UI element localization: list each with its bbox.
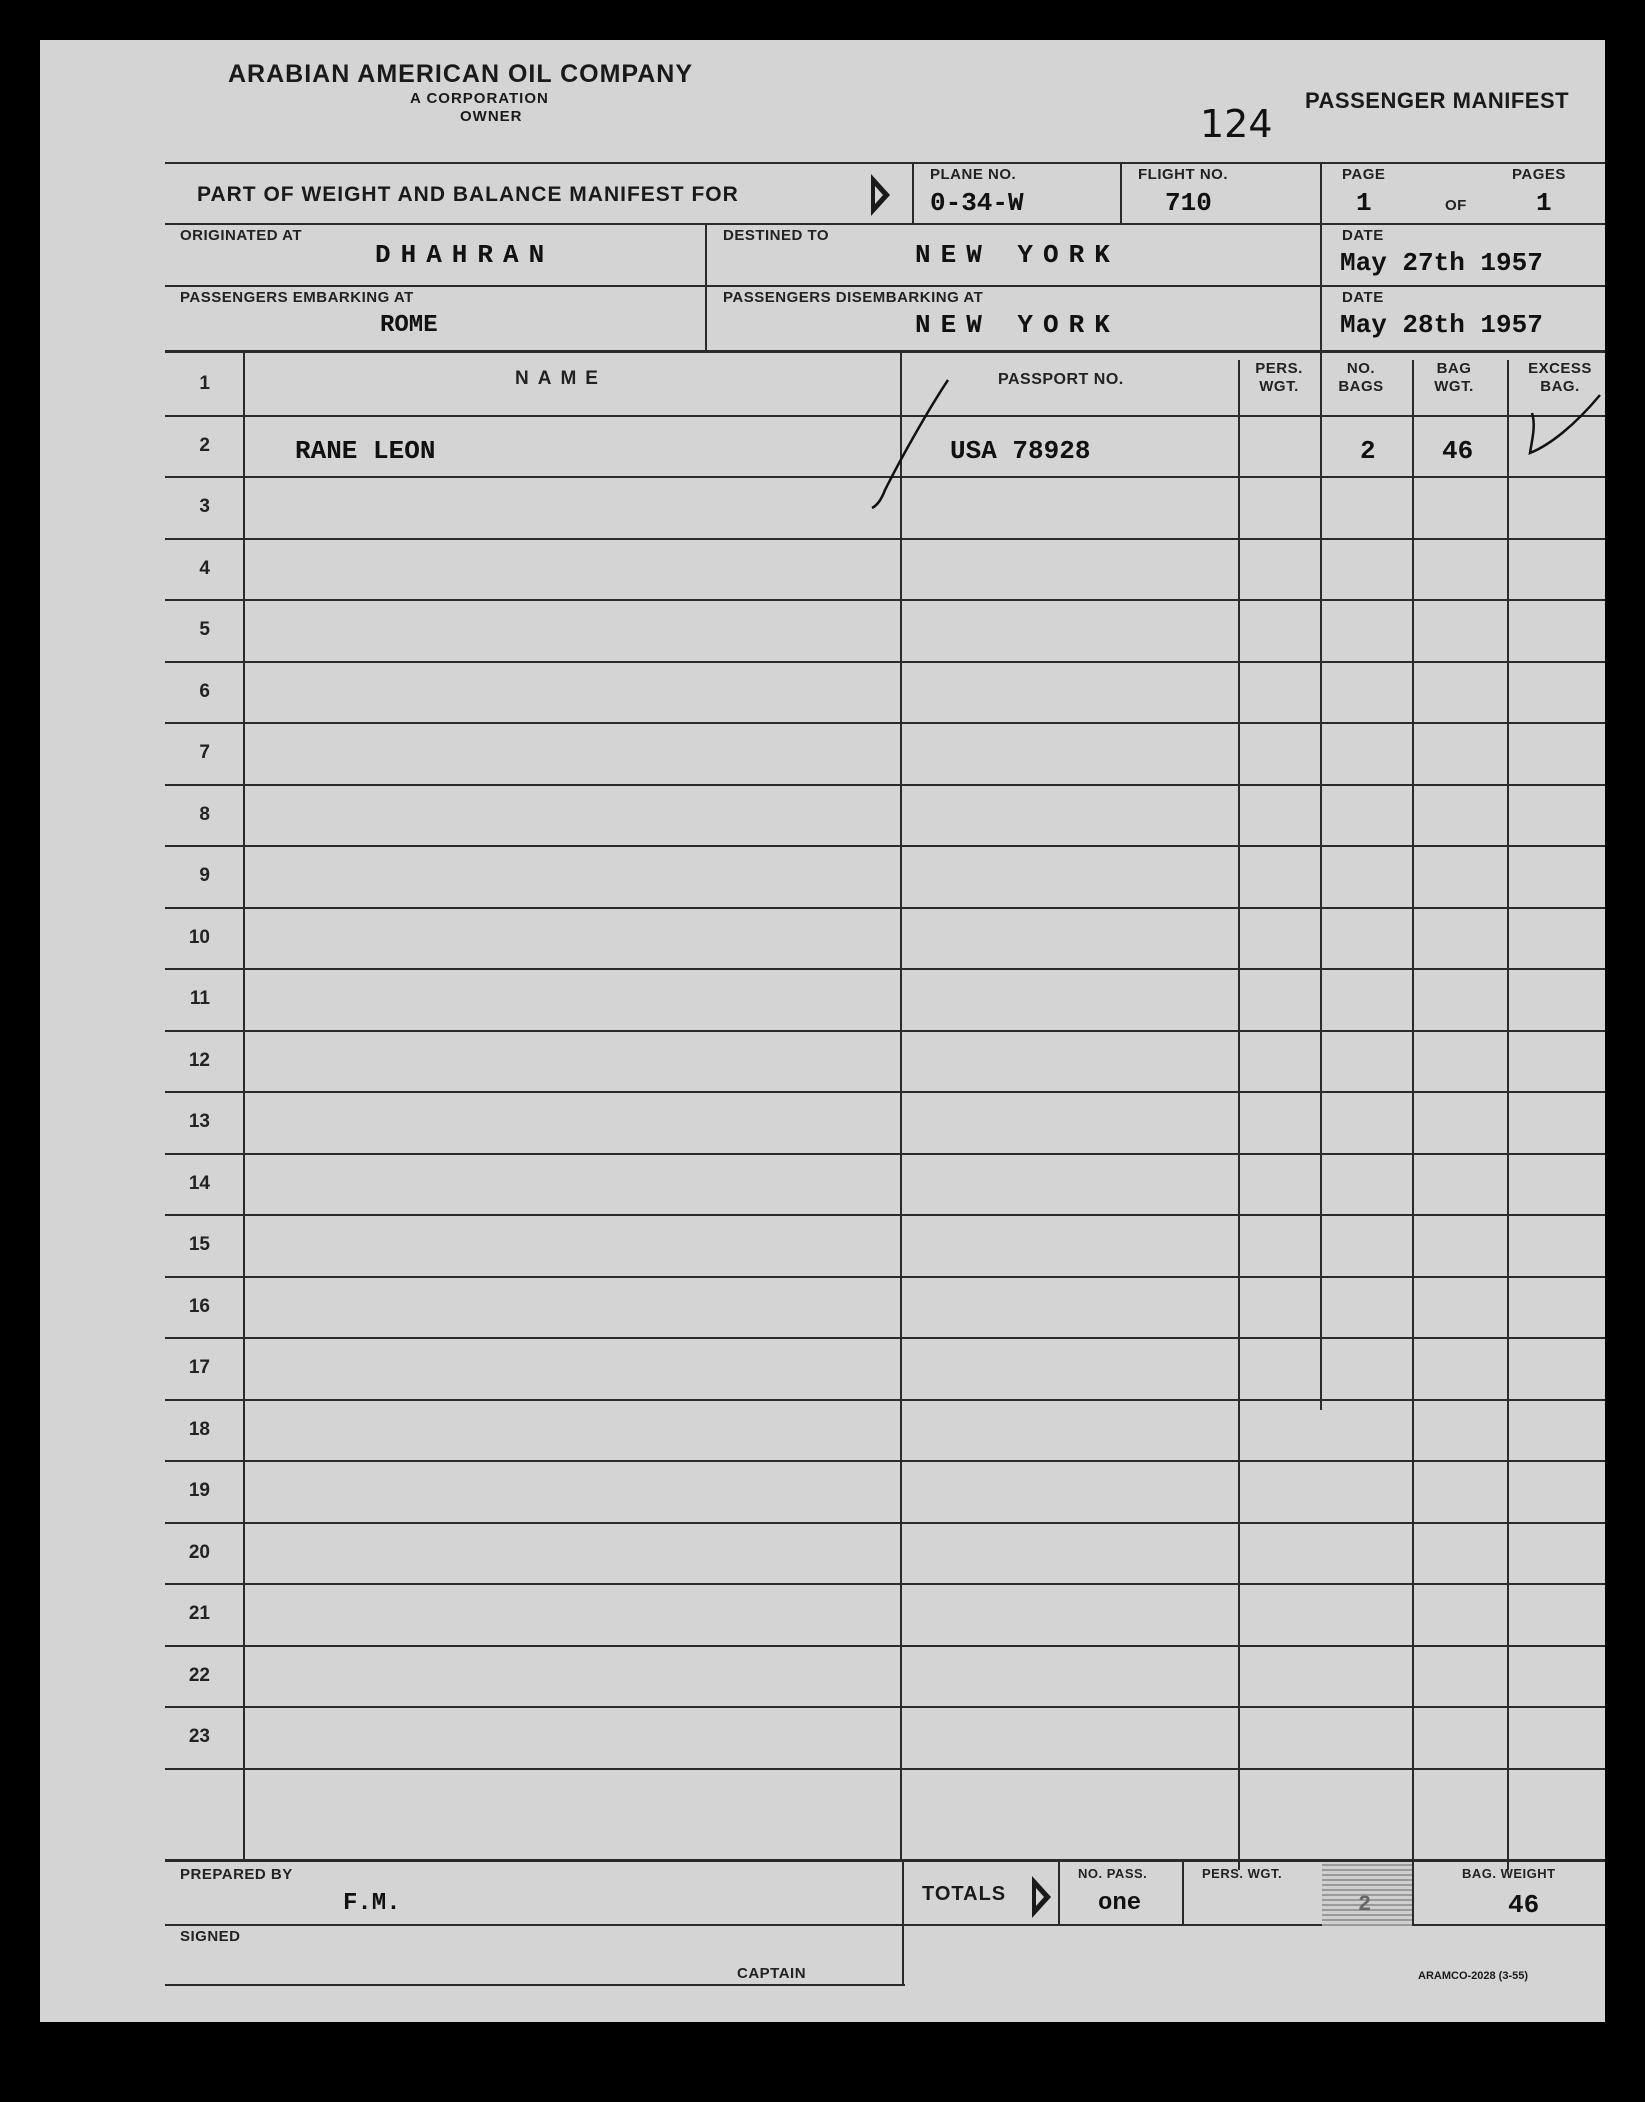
divider	[1058, 1862, 1060, 1926]
total-passengers-label: NO. PASS.	[1078, 1866, 1148, 1881]
destined-to-label: DESTINED TO	[723, 227, 830, 244]
table-row-line	[165, 1460, 1605, 1462]
company-name: ARABIAN AMERICAN OIL COMPANY	[228, 60, 694, 88]
disembarking-at-label: PASSENGERS DISEMBARKING AT	[723, 289, 984, 306]
table-row-number: 21	[188, 1603, 210, 1624]
originated-at-label: ORIGINATED AT	[180, 227, 303, 244]
table-row-number: 11	[189, 988, 210, 1009]
bag-weight: 46	[1442, 436, 1474, 466]
disembarking-at-value: NEW YORK	[915, 310, 1120, 340]
table-row-line	[165, 599, 1605, 601]
divider	[912, 162, 914, 224]
flight-no-value: 710	[1165, 188, 1212, 218]
date-value-2: May 28th 1957	[1340, 310, 1543, 340]
table-row-line	[165, 1645, 1605, 1647]
table-row-number: 23	[188, 1726, 210, 1747]
divider	[243, 350, 245, 1860]
col-header-excess-bag: EXCESS BAG.	[1528, 360, 1592, 395]
table-row-line	[165, 1706, 1605, 1708]
table-row-line	[165, 784, 1605, 786]
divider	[1238, 360, 1240, 1870]
col-header-no-bags: NO. BAGS	[1338, 360, 1384, 395]
form-code: ARAMCO-2028 (3-55)	[1418, 1970, 1529, 1982]
passport-number: USA 78928	[950, 436, 1091, 466]
col-header-passport: PASSPORT NO.	[998, 371, 1124, 388]
prepared-by-label: PREPARED BY	[180, 1866, 293, 1883]
table-row-line	[165, 1214, 1605, 1216]
divider	[165, 285, 1605, 287]
totals-label: TOTALS	[922, 1883, 1007, 1905]
signed-label: SIGNED	[180, 1928, 241, 1945]
divider	[1120, 162, 1122, 224]
divider	[1507, 360, 1509, 1870]
table-row-line	[165, 845, 1605, 847]
table-row-number: 10	[188, 927, 210, 948]
table-row-number: 17	[188, 1357, 210, 1378]
destined-to-value: NEW YORK	[915, 240, 1120, 270]
table-row-line	[165, 1768, 1605, 1770]
table-row-number: 4	[199, 558, 210, 579]
check-mark-icon	[1520, 385, 1605, 465]
divider	[1412, 360, 1414, 1870]
table-row-number: 8	[199, 804, 210, 825]
table-row-line	[165, 1583, 1605, 1585]
page-label: PAGE	[1342, 166, 1386, 183]
col-header-name: NAME	[515, 368, 607, 389]
table-row-number: 15	[188, 1234, 210, 1255]
form-title: PASSENGER MANIFEST	[1305, 88, 1570, 113]
col-header-pers-wgt: PERS. WGT.	[1255, 360, 1303, 395]
table-row-line	[165, 1276, 1605, 1278]
bag-count: 2	[1360, 436, 1376, 466]
table-row-number: 9	[199, 865, 210, 886]
divider	[165, 1984, 905, 1986]
divider	[902, 1862, 904, 1986]
page-value: 1	[1356, 188, 1372, 218]
total-pers-wgt-label: PERS. WGT.	[1202, 1866, 1283, 1881]
table-row-line	[165, 1153, 1605, 1155]
divider	[165, 223, 1605, 225]
table-row-number: 1	[199, 373, 210, 394]
flight-no-label: FLIGHT NO.	[1138, 166, 1228, 183]
table-row-line	[165, 1522, 1605, 1524]
table-row-number: 19	[188, 1480, 210, 1501]
company-subtitle: A CORPORATION	[410, 90, 549, 107]
table-row-number: 12	[188, 1050, 210, 1071]
prepared-by-value: F.M.	[343, 1890, 401, 1917]
divider	[1320, 162, 1322, 1410]
date-value-1: May 27th 1957	[1340, 248, 1543, 278]
total-bag-weight-label: BAG. WEIGHT	[1462, 1866, 1556, 1881]
arrow-right-icon	[868, 172, 892, 218]
col-header-bag-wgt: BAG WGT.	[1434, 360, 1474, 395]
table-row-number: 7	[199, 742, 210, 763]
plane-no-label: PLANE NO.	[930, 166, 1017, 183]
pages-value: 1	[1536, 188, 1552, 218]
table-row-line	[165, 1337, 1605, 1339]
manifest-document	[40, 40, 1605, 2022]
table-row-line	[165, 1030, 1605, 1032]
captain-label: CAPTAIN	[737, 1965, 807, 1982]
total-bag-weight-value: 46	[1508, 1890, 1540, 1920]
originated-at-value: DHAHRAN	[375, 240, 555, 270]
divider	[1412, 1862, 1414, 1926]
table-row-number: 14	[188, 1173, 210, 1194]
table-row-line	[165, 722, 1605, 724]
manifest-for-label: PART OF WEIGHT AND BALANCE MANIFEST FOR	[197, 183, 739, 206]
arrow-right-icon	[1029, 1874, 1053, 1920]
table-row-line	[165, 538, 1605, 540]
table-row-line	[165, 1399, 1605, 1401]
table-row-number: 18	[188, 1419, 210, 1440]
table-row-number: 6	[199, 681, 210, 702]
divider	[1182, 1862, 1184, 1926]
divider	[165, 162, 1605, 164]
pages-label: PAGES	[1512, 166, 1566, 183]
plane-no-value: 0-34-W	[930, 188, 1024, 218]
table-row-number: 13	[188, 1111, 210, 1132]
table-row-line	[165, 661, 1605, 663]
table-row-number: 22	[188, 1665, 210, 1686]
embarking-at-value: ROME	[380, 312, 438, 339]
table-row-number: 16	[188, 1296, 210, 1317]
table-row-line	[165, 1091, 1605, 1093]
table-row-line	[165, 907, 1605, 909]
total-passengers-value: one	[1098, 1890, 1142, 1917]
divider	[900, 350, 902, 1860]
table-row-number: 2	[199, 435, 210, 456]
table-row-number: 5	[199, 619, 210, 640]
table-row-line	[165, 968, 1605, 970]
document-number: 124	[1200, 102, 1273, 146]
table-row-number: 20	[188, 1542, 210, 1563]
date-label-2: DATE	[1342, 289, 1384, 306]
embarking-at-label: PASSENGERS EMBARKING AT	[180, 289, 414, 306]
date-label-1: DATE	[1342, 227, 1384, 244]
table-row-number: 3	[199, 496, 210, 517]
company-owner: OWNER	[460, 108, 523, 125]
divider	[705, 223, 707, 351]
pen-stroke-mark	[830, 340, 990, 520]
total-bags-value: 2	[1358, 1892, 1372, 1917]
passenger-name: RANE LEON	[295, 436, 436, 466]
of-label: OF	[1445, 197, 1467, 214]
